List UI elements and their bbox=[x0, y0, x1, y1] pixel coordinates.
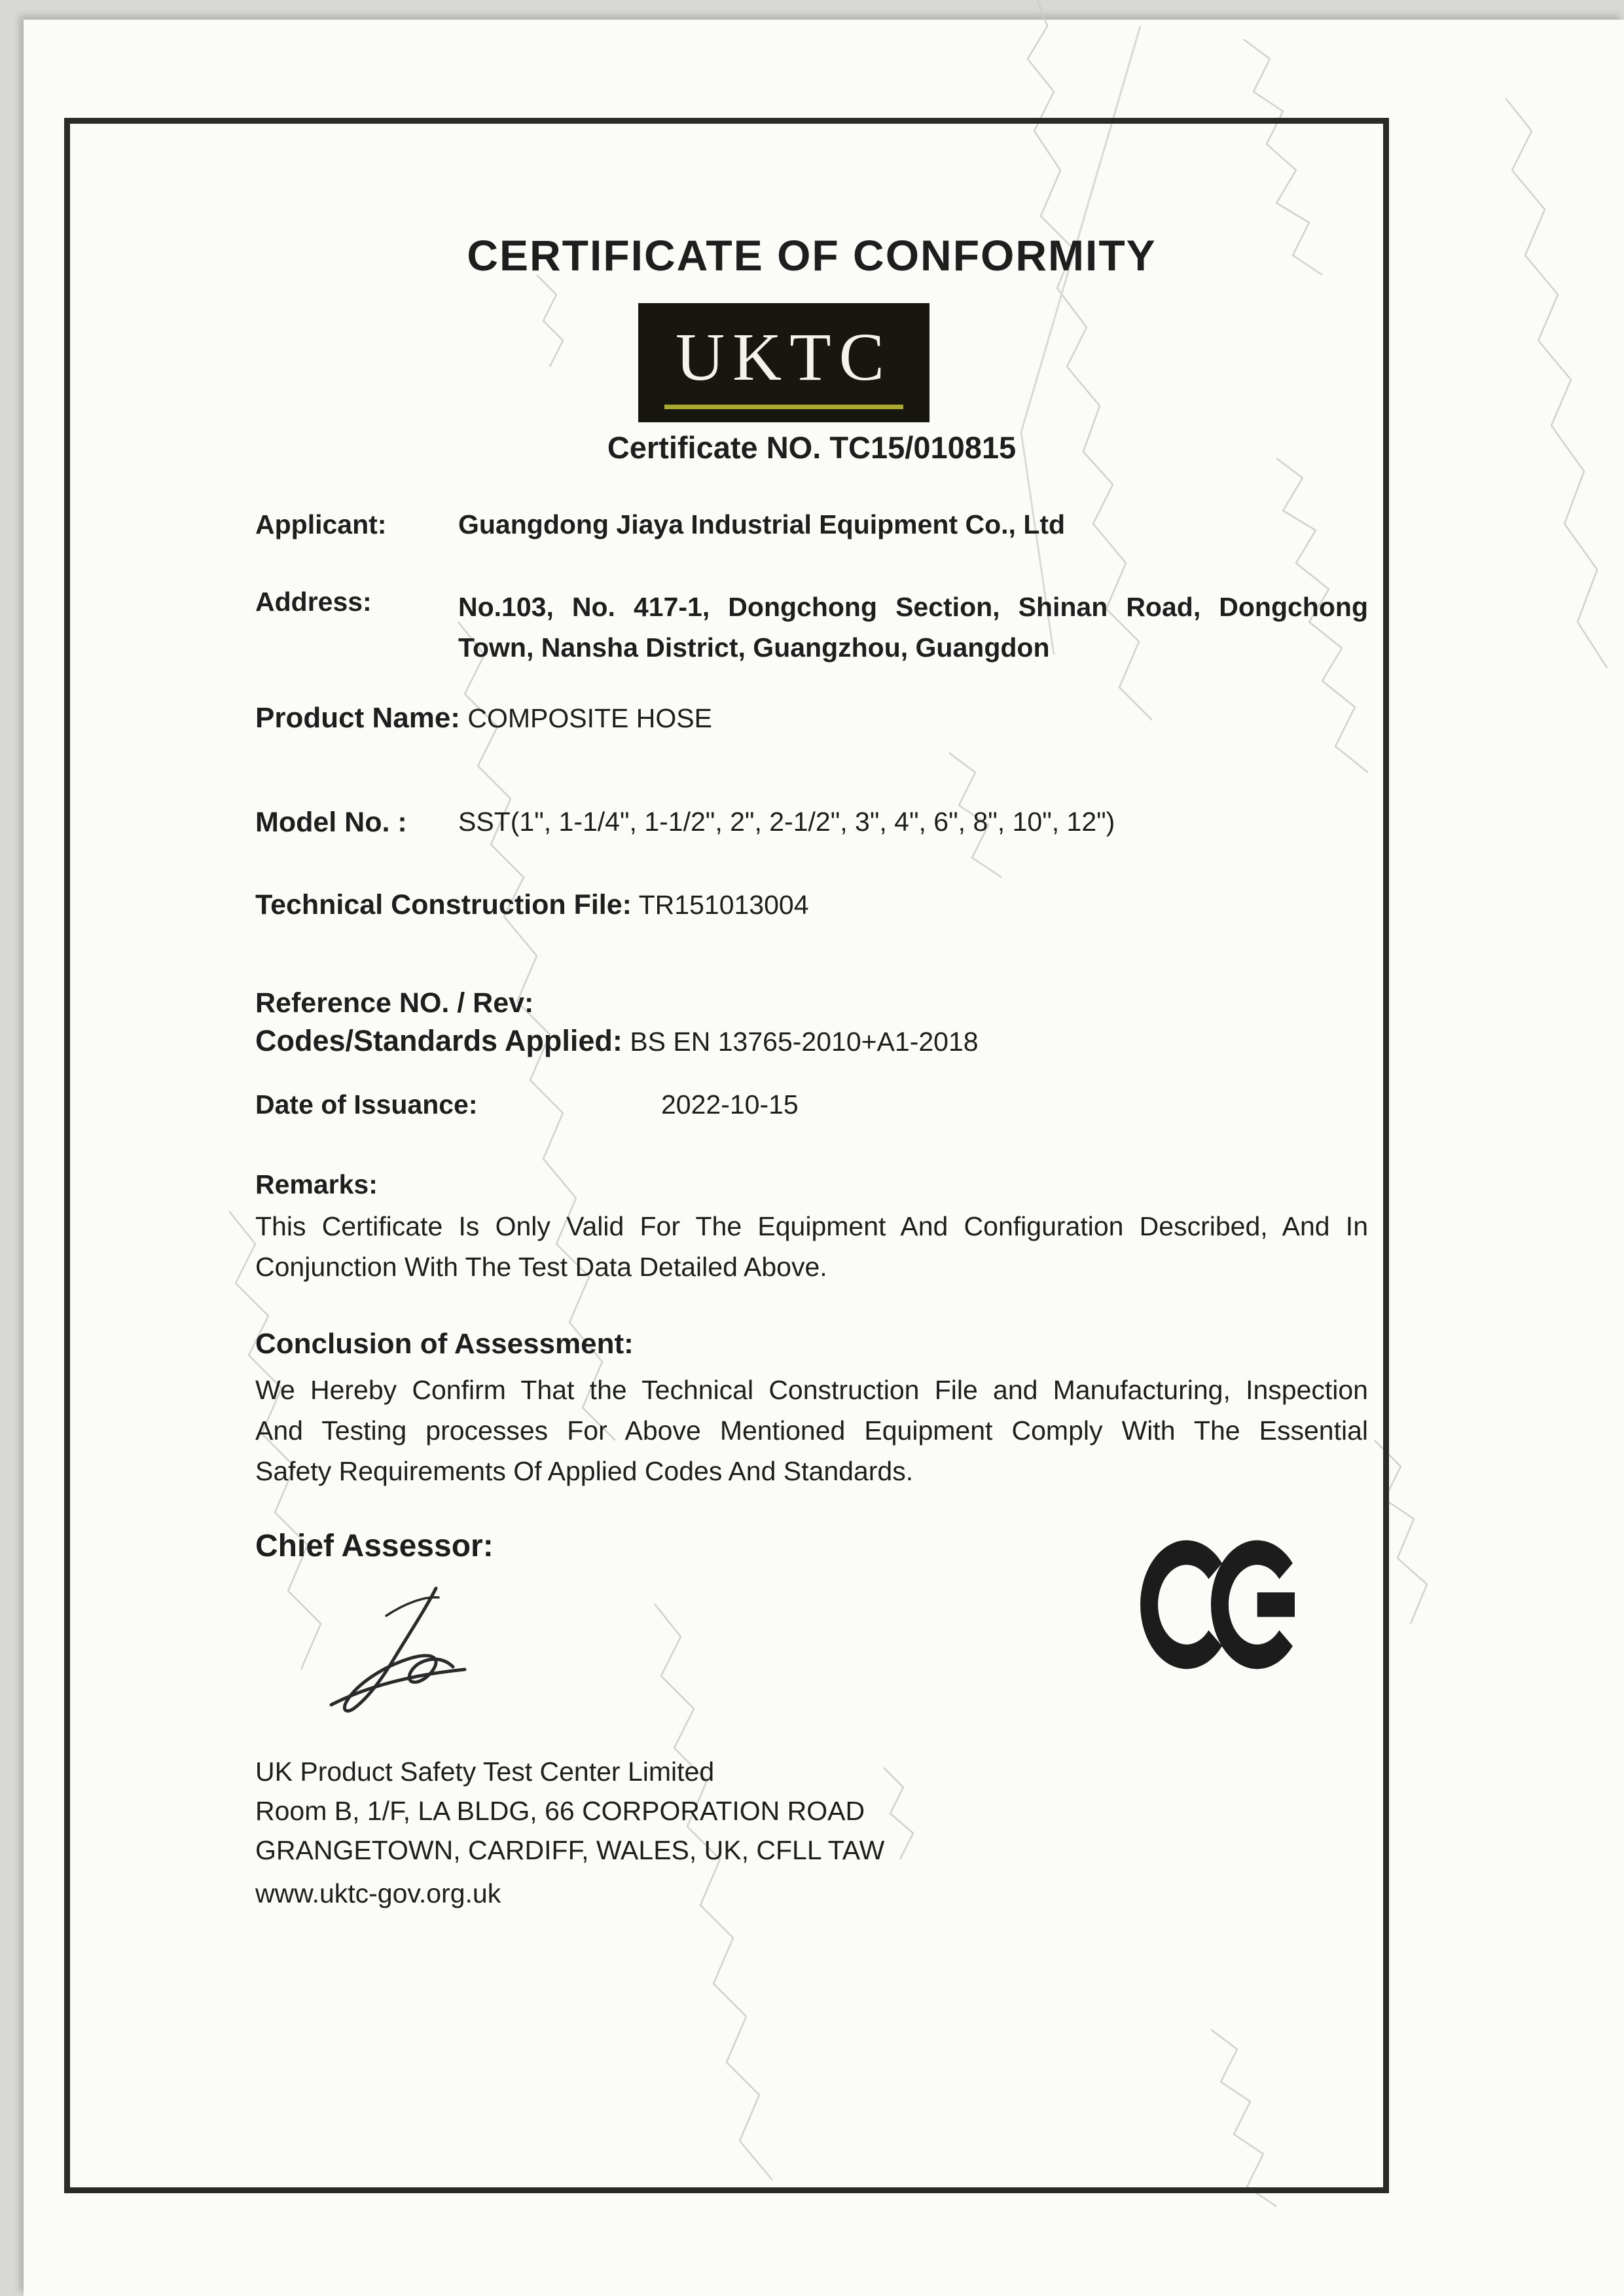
issuance-date-row bbox=[255, 1089, 1368, 1120]
product-name-value: COMPOSITE HOSE bbox=[467, 703, 712, 733]
product-name-row bbox=[255, 702, 712, 735]
conclusion-line-3: Safety Requirements Of Applied Codes And Standards. bbox=[255, 1456, 914, 1486]
issuance-date-label: Date of Issuance: bbox=[255, 1089, 478, 1120]
model-no-value: SST(1", 1-1/4", 1-1/2", 2", 2-1/2", 3", 4", 6", 8", 10", 12") bbox=[458, 807, 1115, 837]
uktc-logo-underline bbox=[664, 405, 903, 409]
remarks-paragraph bbox=[255, 1206, 1368, 1287]
model-no-label: Model No. : bbox=[255, 807, 407, 838]
codes-standards-label: Codes/Standards Applied: bbox=[255, 1024, 623, 1057]
conclusion-line-2: And Testing processes For Above Mentioned Equipment Comply With The Essential bbox=[255, 1415, 1368, 1446]
address-line-1: No.103, No. 417-1, Dongchong Section, Shinan Road, Dongchong bbox=[458, 592, 1368, 622]
issuance-date-value: 2022-10-15 bbox=[661, 1089, 799, 1120]
issuer-block bbox=[255, 1752, 884, 1913]
certificate-number: Certificate NO. TC15/010815 bbox=[607, 430, 1017, 465]
codes-standards-row bbox=[255, 1024, 979, 1058]
remarks-line-1: This Certificate Is Only Valid For The Equipment And Configuration Described, And In bbox=[255, 1211, 1368, 1241]
issuer-address-line-1: Room B, 1/F, LA BLDG, 66 CORPORATION ROAD bbox=[255, 1796, 865, 1826]
applicant-label: Applicant: bbox=[255, 509, 387, 539]
address-line-2: Town, Nansha District, Guangzhou, Guangdon bbox=[458, 632, 1050, 663]
ce-mark-icon bbox=[1139, 1537, 1296, 1672]
assessor-signature bbox=[308, 1576, 511, 1727]
issuer-website: www.uktc-gov.org.uk bbox=[255, 1878, 501, 1908]
applicant-row bbox=[255, 509, 1368, 540]
product-name-label: Product Name: bbox=[255, 702, 460, 734]
technical-file-row bbox=[255, 889, 809, 921]
conclusion-label: Conclusion of Assessment: bbox=[255, 1328, 634, 1360]
remarks-line-2: Conjunction With The Test Data Detailed Above. bbox=[255, 1252, 827, 1282]
codes-standards-value: BS EN 13765-2010+A1-2018 bbox=[630, 1027, 979, 1057]
certificate-title: CERTIFICATE OF CONFORMITY bbox=[467, 231, 1157, 280]
model-no-row bbox=[255, 807, 1368, 839]
issuer-address-line-2: GRANGETOWN, CARDIFF, WALES, UK, CFLL TAW bbox=[255, 1835, 885, 1865]
reference-label: Reference NO. / Rev: bbox=[255, 987, 534, 1019]
address-label: Address: bbox=[255, 587, 372, 617]
chief-assessor-label: Chief Assessor: bbox=[255, 1529, 494, 1563]
technical-file-value: TR151013004 bbox=[638, 890, 809, 920]
uktc-logo bbox=[638, 303, 929, 422]
address-row bbox=[255, 587, 1368, 668]
conclusion-paragraph bbox=[255, 1370, 1368, 1491]
conclusion-line-1: We Hereby Confirm That the Technical Construction File and Manufacturing, Inspection bbox=[255, 1375, 1368, 1405]
remarks-label: Remarks: bbox=[255, 1169, 378, 1199]
technical-file-label: Technical Construction File: bbox=[255, 889, 632, 920]
uktc-logo-text: UKTC bbox=[675, 319, 893, 395]
issuer-name: UK Product Safety Test Center Limited bbox=[255, 1757, 715, 1787]
applicant-value: Guangdong Jiaya Industrial Equipment Co., Ltd bbox=[458, 509, 1066, 539]
